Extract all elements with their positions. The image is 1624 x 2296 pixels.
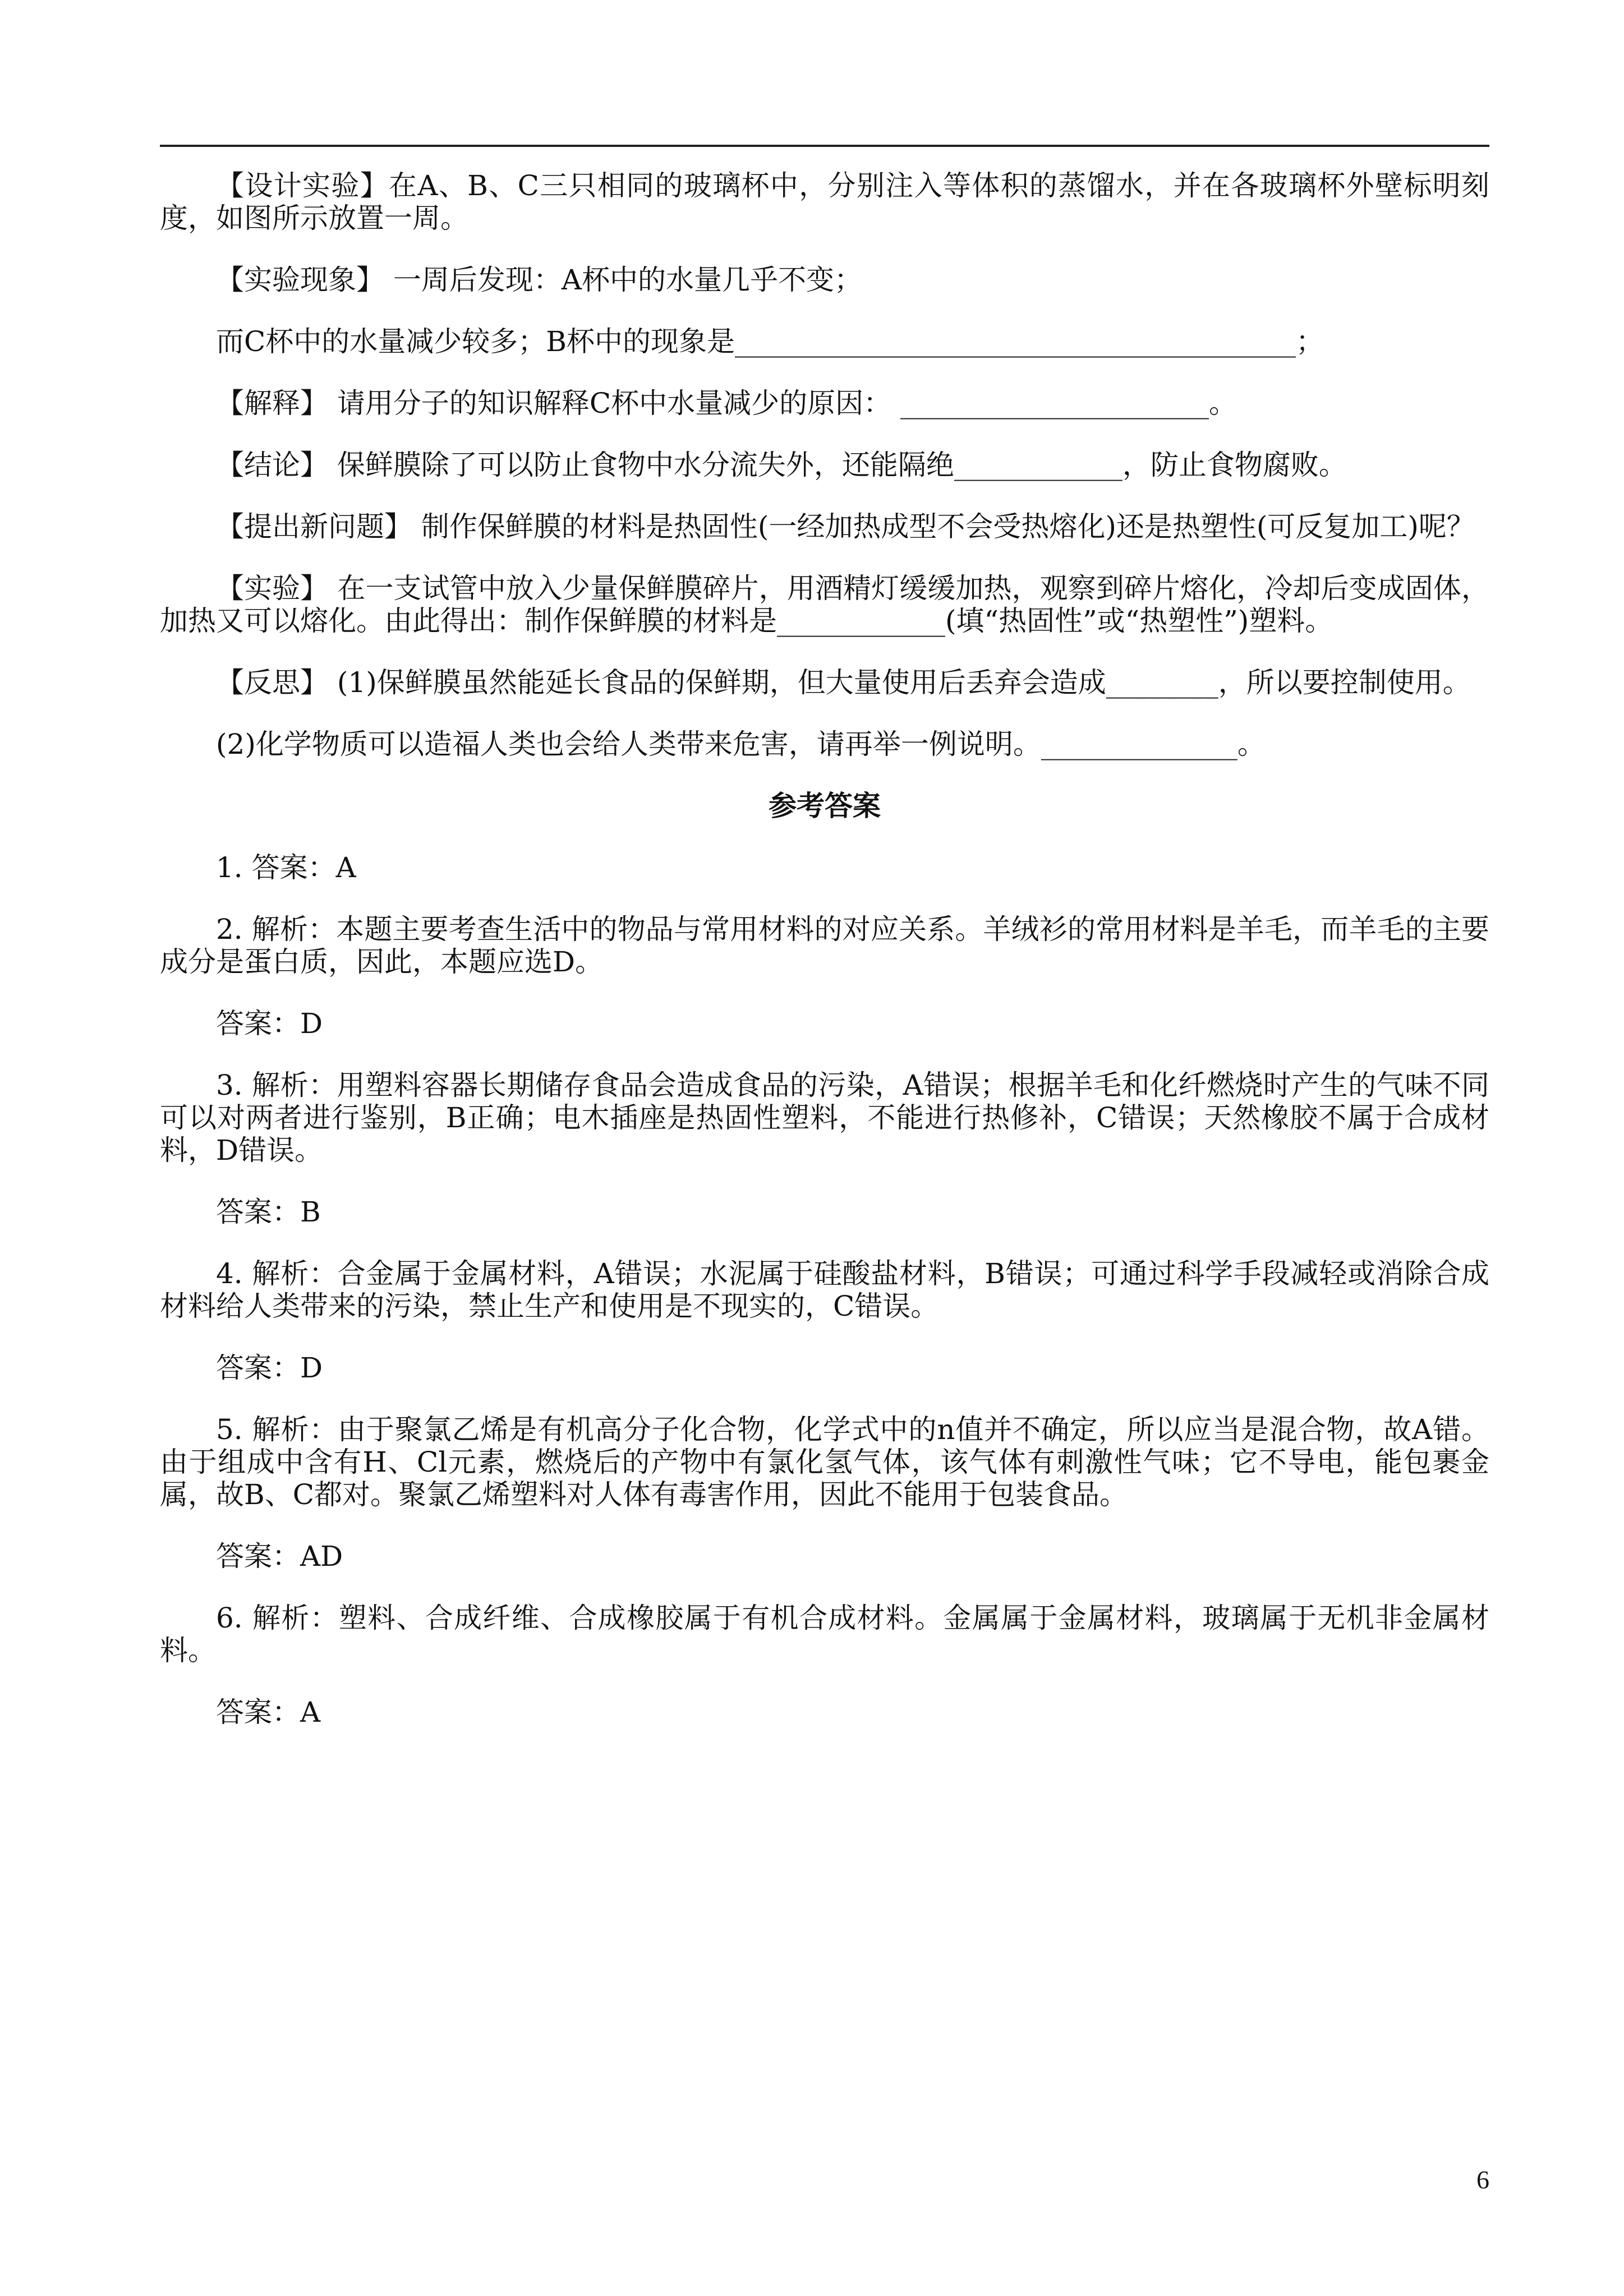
- answer-6-analysis: 6. 解析：塑料、合成纤维、合成橡胶属于有机合成材料。金属属于金属材料，玻璃属于无机非金属材料。: [160, 1602, 1489, 1667]
- experiment-paragraph: 【实验】 在一支试管中放入少量保鲜膜碎片，用酒精灯缓缓加热，观察到碎片熔化，冷却后变成固体，加热又可以熔化。由此得出：制作保鲜膜的材料是____________(填“热固性”或“热塑性”)塑料。: [160, 572, 1489, 637]
- conclusion-paragraph: 【结论】 保鲜膜除了可以防止食物中水分流失外，还能隔绝____________，防止食物腐败。: [216, 449, 1347, 481]
- answer-4-analysis: 4. 解析：合金属于金属材料，A错误；水泥属于硅酸盐材料，B错误；可通过科学手段减轻或消除合成材料给人类带来的污染，禁止生产和使用是不现实的，C错误。: [160, 1257, 1489, 1322]
- document-body: [160, 169, 1489, 1758]
- answer-2-analysis: 2. 解析：本题主要考查生活中的物品与常用材料的对应关系。羊绒衫的常用材料是羊毛，而羊毛的主要成分是蛋白质，因此，本题应选D。: [160, 913, 1489, 978]
- answer-1: 1. 答案：A: [216, 851, 356, 884]
- answer-2: 答案：D: [216, 1007, 323, 1040]
- answer-3-analysis: 3. 解析：用塑料容器长期储存食品会造成食品的污染，A错误；根据羊毛和化纤燃烧时产生的气味不同可以对两者进行鉴别，B正确；电木插座是热固性塑料，不能进行热修补，C错误；天然橡胶不属于合成材料，D错误。: [160, 1069, 1489, 1167]
- answer-5-analysis: 5. 解析：由于聚氯乙烯是有机高分子化合物，化学式中的n值并不确定，所以应当是混合物，故A错。由于组成中含有H、Cl元素，燃烧后的产物中有氯化氢气体，该气体有刺激性气味；它不导电，能包裹金属，故B、C都对。聚氯乙烯塑料对人体有毒害作用，因此不能用于包装食品。: [160, 1413, 1489, 1511]
- answer-5: 答案：AD: [216, 1540, 343, 1573]
- answer-3: 答案：B: [216, 1196, 321, 1228]
- answer-6: 答案：A: [216, 1696, 321, 1728]
- new-question-paragraph: 【提出新问题】 制作保鲜膜的材料是热固性(一经加热成型不会受热熔化)还是热塑性(可反复加工)呢？: [216, 510, 1475, 543]
- answers-title: 参考答案: [769, 790, 881, 822]
- design-experiment-paragraph: 【设计实验】在A、B、C三只相同的玻璃杯中，分别注入等体积的蒸馏水，并在各玻璃杯外壁标明刻度，如图所示放置一周。: [160, 169, 1489, 234]
- answer-4: 答案：D: [216, 1352, 323, 1384]
- reflection-paragraph-1: 【反思】 (1)保鲜膜虽然能延长食品的保鲜期，但大量使用后丢弃会造成________，所以要控制使用。: [216, 666, 1471, 699]
- explanation-paragraph: 【解释】 请用分子的知识解释C杯中水量减少的原因： ______________________。: [216, 387, 1237, 419]
- page-number: 6: [1476, 2165, 1489, 2194]
- header-rule: [160, 145, 1489, 147]
- phenomenon-paragraph-1: 【实验现象】 一周后发现：A杯中的水量几乎不变；: [216, 264, 863, 296]
- phenomenon-paragraph-2: 而C杯中的水量减少较多；B杯中的现象是________________________________________；: [216, 325, 1324, 358]
- reflection-paragraph-2: (2)化学物质可以造福人类也会给人类带来危害，请再举一例说明。______________。: [216, 728, 1266, 760]
